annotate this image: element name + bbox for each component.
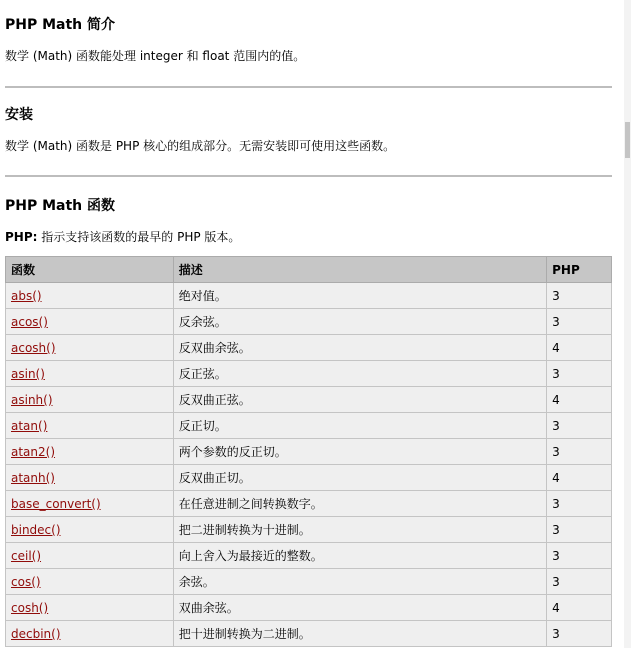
function-link[interactable]: ceil() [11, 548, 42, 563]
php-version-cell: 3 [547, 543, 612, 569]
description-cell: 反双曲余弦。 [173, 335, 546, 361]
function-cell [6, 439, 174, 465]
scrollbar-thumb[interactable] [625, 122, 630, 158]
header-php: PHP [547, 257, 612, 283]
function-cell [6, 387, 174, 413]
install-text: 数学 (Math) 函数是 PHP 核心的组成部分。无需安装即可使用这些函数。 [5, 139, 396, 153]
function-link[interactable]: atan2() [11, 444, 56, 459]
php-version-cell: 3 [547, 283, 612, 309]
function-cell [6, 543, 174, 569]
php-version-cell: 3 [547, 309, 612, 335]
function-link[interactable]: base_convert() [11, 496, 101, 511]
table-row [6, 361, 612, 387]
function-link[interactable]: atanh() [11, 470, 55, 485]
function-cell [6, 595, 174, 621]
description-cell: 余弦。 [173, 569, 546, 595]
php-version-note [5, 228, 240, 246]
function-link[interactable]: acosh() [11, 340, 56, 355]
function-link[interactable]: asin() [11, 366, 45, 381]
function-link[interactable]: asinh() [11, 392, 53, 407]
table-row [6, 491, 612, 517]
table-row [6, 283, 612, 309]
section-title-install: 安装 [5, 107, 33, 123]
section-title-intro: PHP Math 简介 [5, 17, 116, 33]
function-link[interactable]: decbin() [11, 626, 61, 641]
table-row [6, 413, 612, 439]
php-version-cell: 3 [547, 361, 612, 387]
table-row [6, 387, 612, 413]
description-cell: 在任意进制之间转换数字。 [173, 491, 546, 517]
function-link[interactable]: atan() [11, 418, 48, 433]
description-cell: 绝对值。 [173, 283, 546, 309]
divider [5, 175, 612, 177]
php-version-cell: 3 [547, 439, 612, 465]
function-cell [6, 309, 174, 335]
function-link[interactable]: cos() [11, 574, 41, 589]
table-row [6, 621, 612, 647]
description-cell: 反余弦。 [173, 309, 546, 335]
table-header-row [6, 257, 612, 283]
php-version-cell: 3 [547, 621, 612, 647]
function-cell [6, 517, 174, 543]
description-cell: 两个参数的反正切。 [173, 439, 546, 465]
function-link[interactable]: abs() [11, 288, 42, 303]
php-version-cell: 4 [547, 335, 612, 361]
php-version-cell: 3 [547, 517, 612, 543]
php-note-text: 指示支持该函数的最早的 PHP 版本。 [41, 230, 241, 244]
table-row [6, 517, 612, 543]
header-function: 函数 [6, 257, 174, 283]
description-cell: 双曲余弦。 [173, 595, 546, 621]
php-version-cell: 4 [547, 465, 612, 491]
php-version-cell: 4 [547, 387, 612, 413]
function-cell [6, 569, 174, 595]
table-row [6, 595, 612, 621]
description-cell: 反正切。 [173, 413, 546, 439]
function-link[interactable]: cosh() [11, 600, 49, 615]
function-cell [6, 361, 174, 387]
table-row [6, 569, 612, 595]
php-version-cell: 3 [547, 413, 612, 439]
description-cell: 反双曲正弦。 [173, 387, 546, 413]
php-label: PHP: [5, 230, 38, 244]
description-cell: 反双曲正切。 [173, 465, 546, 491]
table-row [6, 465, 612, 491]
header-description: 描述 [173, 257, 546, 283]
php-version-cell: 4 [547, 595, 612, 621]
description-cell: 把十进制转换为二进制。 [173, 621, 546, 647]
function-cell [6, 465, 174, 491]
table-row [6, 543, 612, 569]
table-row [6, 439, 612, 465]
php-version-cell: 3 [547, 569, 612, 595]
section-title-functions: PHP Math 函数 [5, 198, 116, 214]
functions-table [5, 256, 612, 647]
table-row [6, 309, 612, 335]
php-version-cell: 3 [547, 491, 612, 517]
description-cell: 向上舍入为最接近的整数。 [173, 543, 546, 569]
function-cell [6, 621, 174, 647]
function-cell [6, 491, 174, 517]
intro-text: 数学 (Math) 函数能处理 integer 和 float 范围内的值。 [5, 49, 306, 63]
vertical-scrollbar[interactable] [624, 0, 631, 648]
description-cell: 把二进制转换为十进制。 [173, 517, 546, 543]
table-row [6, 335, 612, 361]
function-link[interactable]: acos() [11, 314, 48, 329]
divider [5, 86, 612, 88]
function-cell [6, 335, 174, 361]
function-cell [6, 413, 174, 439]
function-link[interactable]: bindec() [11, 522, 61, 537]
description-cell: 反正弦。 [173, 361, 546, 387]
function-cell [6, 283, 174, 309]
